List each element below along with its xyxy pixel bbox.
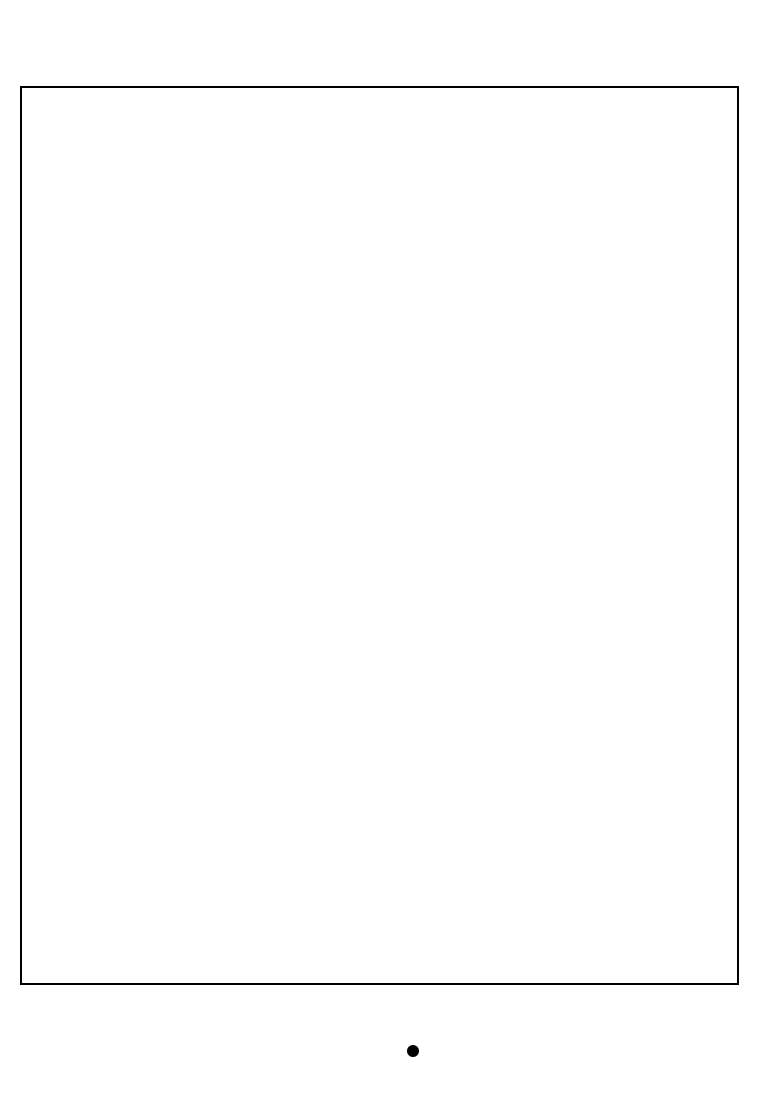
parts-grid [20,86,739,985]
non-reusable-bullet-icon [407,1045,419,1057]
